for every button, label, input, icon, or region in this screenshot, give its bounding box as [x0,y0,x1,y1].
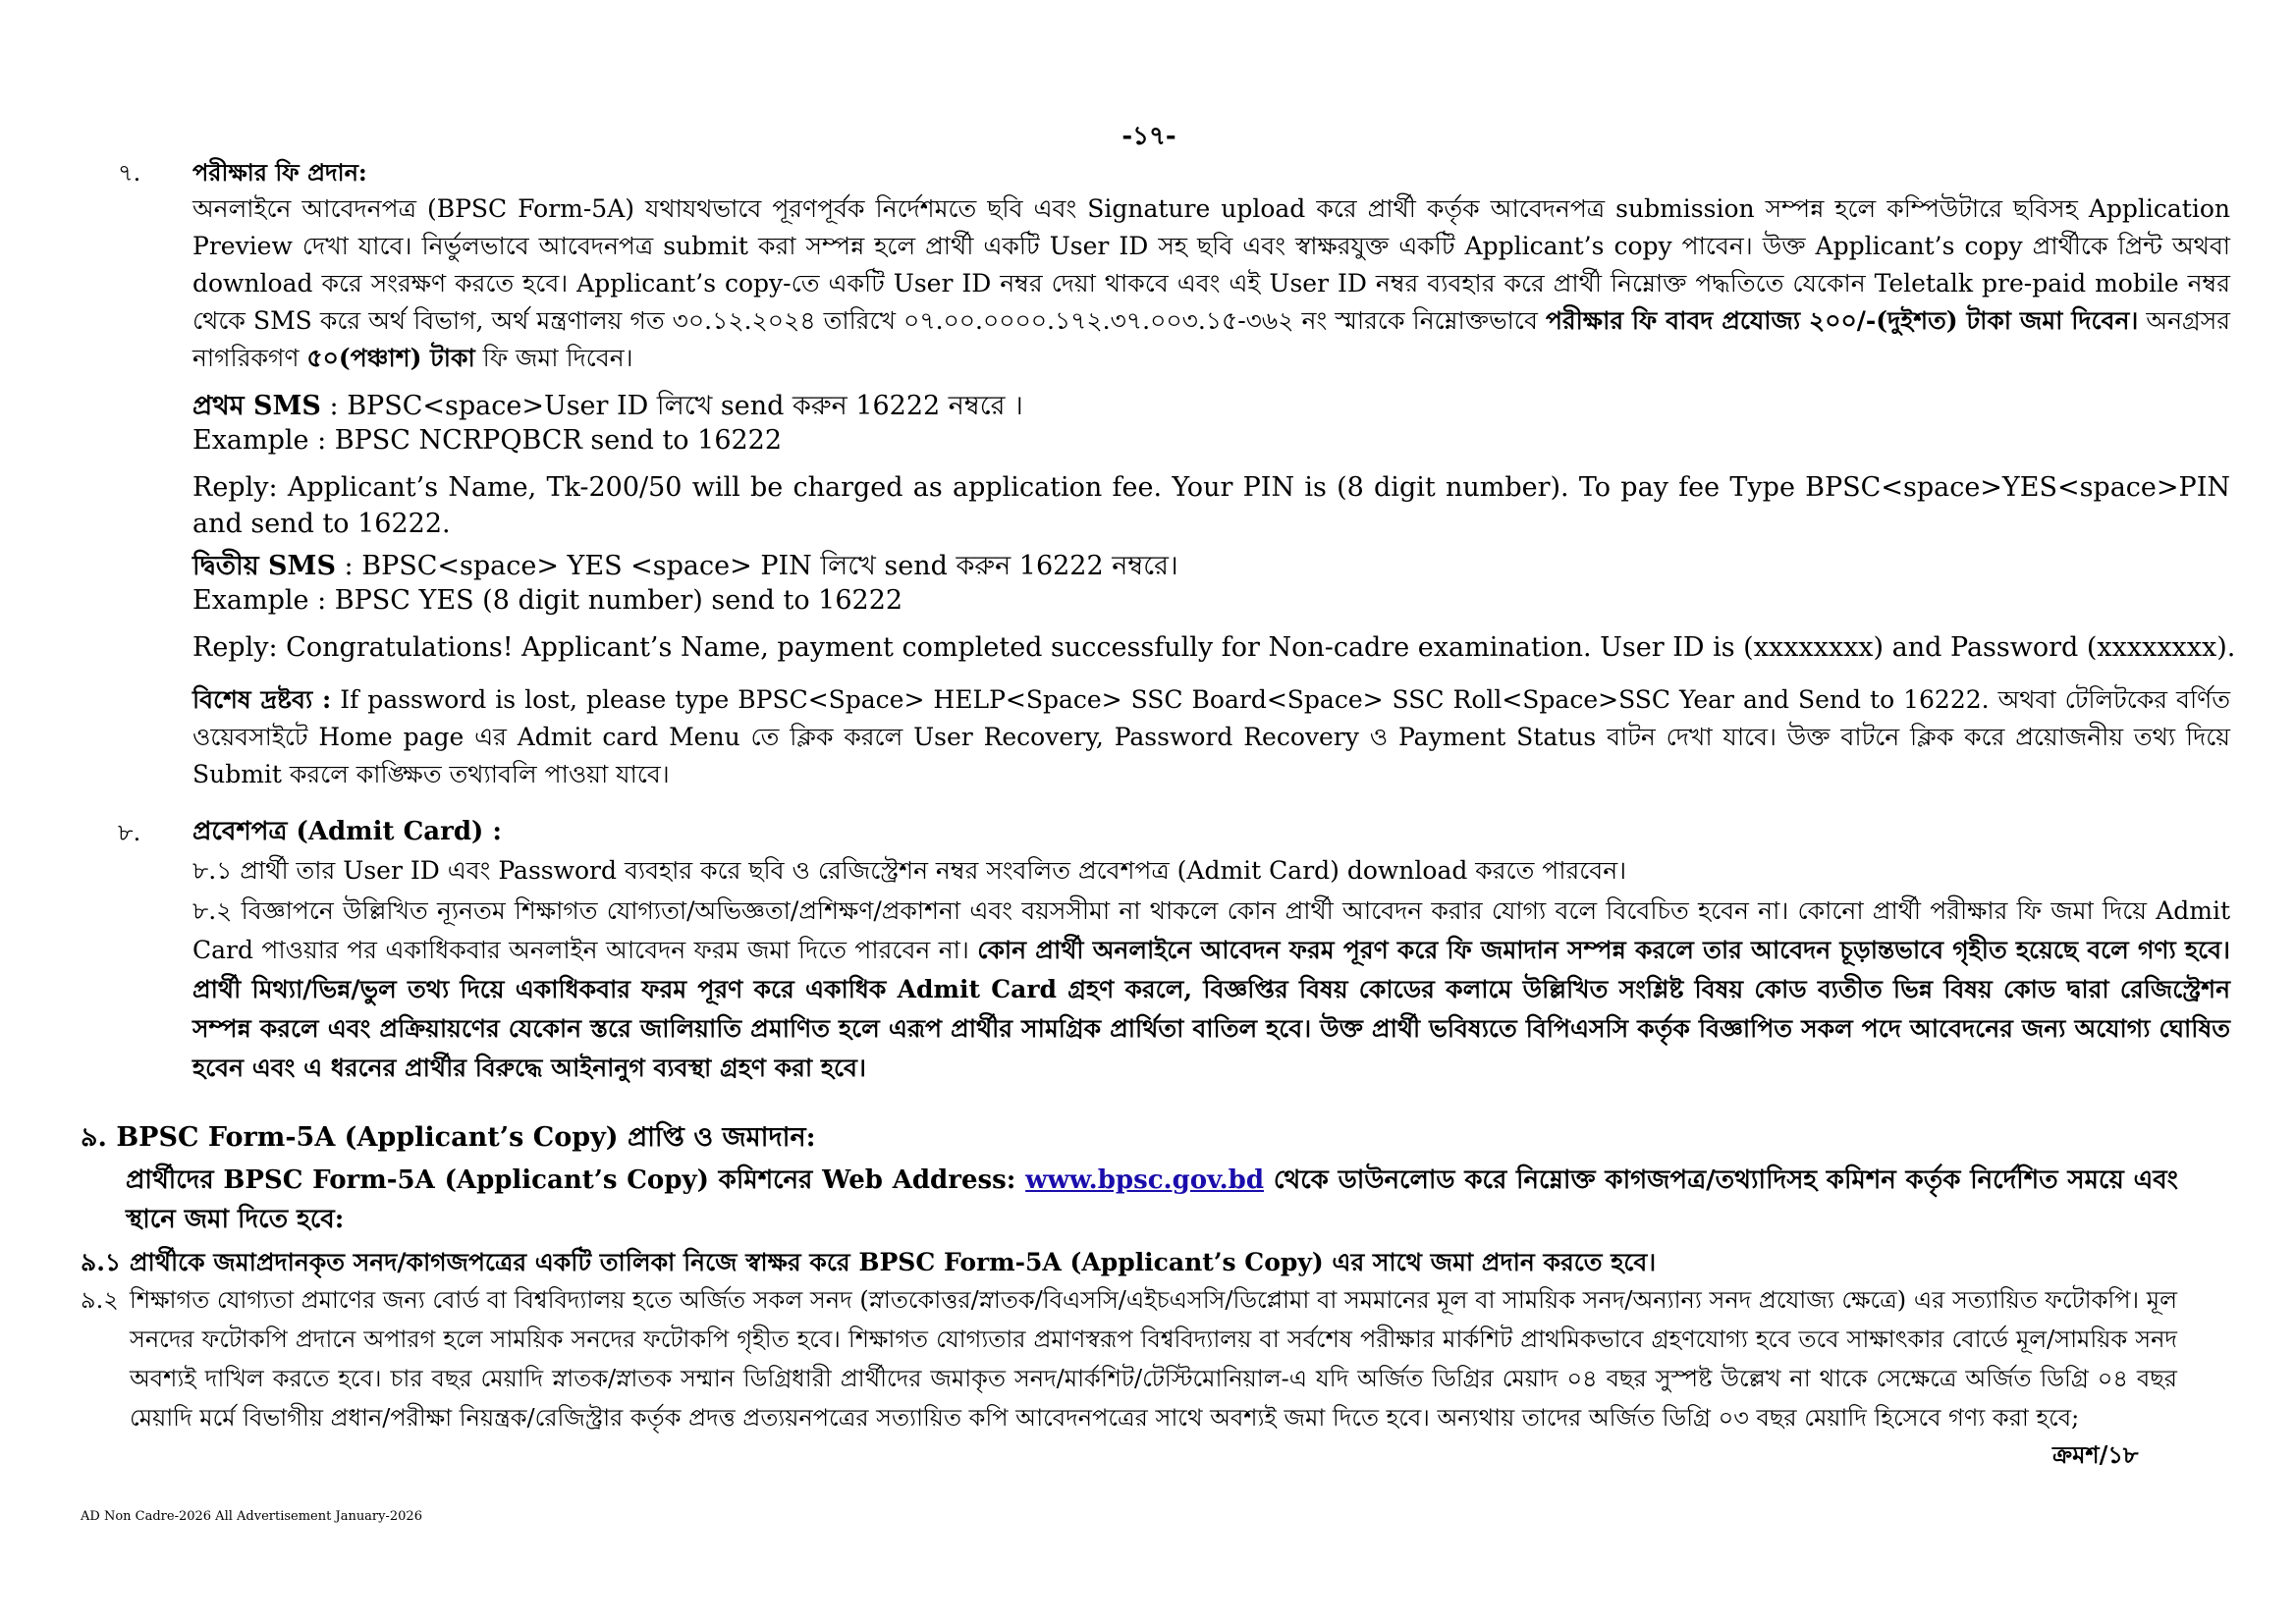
special-note [192,681,2230,793]
section-7-paragraph [192,190,2230,377]
sms2-line [192,546,1178,590]
sms1-line [192,386,1023,430]
reply1: Reply: Applicant’s Name, Tk-200/50 will be charged as application fee. Your PIN is (8 digit number). To pay fee Type BPSC<space>YES<space>PIN and send to 16222. [192,472,2230,539]
s8-p2-bold: কোন প্রার্থী অনলাইনে আবেদন ফরম পূরণ করে ফি জমাদান সম্পন্ন করলে তার আবেদন চূড়ান্তভাবে গৃহীত হয়েছে বলে গণ্য হবে। প্রার্থী মিথ্যা/ভিন্ন/ভুল তথ্য দিয়ে একাধিকবার ফরম পূরণ করে একাধিক Admit Card গ্রহণ করলে, বিজ্ঞপ্তির বিষয় কোডের কলামে উল্লিখিত সংশ্লিষ্ট বিষয় কোড ব্যতীত ভিন্ন বিষয় কোড দ্বারা রেজিস্ট্রেশন সম্পন্ন করলে এবং প্রক্রিয়ায়ণের যেকোন স্তরে জালিয়াতি প্রমাণিত হলে এরূপ প্রার্থীর সামগ্রিক প্রার্থিতা বাতিল হবে। উক্ত প্রার্থী ভবিষ্যতে বিপিএসসি কর্তৃক বিজ্ঞাপিত সকল পদে আবেদনের জন্য অযোগ্য ঘোষিত হবেন এবং এ ধরনের প্রার্থীর বিরুদ্ধে আইনানুগ ব্যবস্থা গ্রহণ করা হবে। [192,936,2230,1082]
note-text: If password is lost, please type BPSC<Space> HELP<Space> SSC Board<Space> SSC Roll<Space>SSC Year and Send to 16222. অথবা টেলিটকের বর্ণিত ওয়েবসাইটে Home page এর Admit card Menu তে ক্লিক করলে User Recovery, Password Recovery ও Payment Status বাটন দেখা যাবে। উক্ত বাটনে ক্লিক করে প্রয়োজনীয় তথ্য দিয়ে Submit করলে কাঙ্ক্ষিত তথ্যাবলি পাওয়া যাবে। [192,685,2230,788]
section-9-heading: ৯. BPSC Form-5A (Applicant’s Copy) প্রাপ্তি ও জমাদান: [81,1122,816,1153]
s9-intro [126,1161,2178,1239]
section-7-title: পরীক্ষার ফি প্রদান: [192,158,367,187]
s9-p2-number: ৯.২ [81,1286,119,1314]
section-8-title: প্রবেশপত্র (Admit Card) : [192,817,502,846]
s7-tail2: ফি জমা দিবেন। [482,344,633,372]
section-7-number: ৭. [118,159,141,187]
s7-para-text: অনলাইনে আবেদনপত্র (BPSC Form-5A) যথাযথভাবে পূরণপূর্বক নির্দেশমতে ছবি এবং Signature upload করে প্রার্থী কর্তৃক আবেদনপত্র submission সম্পন্ন হলে কম্পিউটারে ছবিসহ Application Preview দেখা যাবে। নির্ভুলভাবে আবেদনপত্র submit করা সম্পন্ন হলে প্রার্থী একটি User ID সহ ছবি এবং স্বাক্ষরযুক্ত একটি Applicant’s copy পাবেন। উক্ত Applicant’s copy প্রার্থীকে প্রিন্ট অথবা download করে সংরক্ষণ করতে হবে। Applicant’s copy-তে একটি User ID নম্বর দেয়া থাকবে এবং এই User ID নম্বর ব্যবহার করে প্রার্থী নিম্নোক্ত পদ্ধতিতে যেকোন Teletalk pre-paid mobile নম্বর থেকে SMS করে অর্থ বিভাগ, অর্থ মন্ত্রণালয় গত ৩০.১২.২০২৪ তারিখে ০৭.০০.০০০০.১৭২.৩৭.০০৩.১৫-৩৬২ নং স্মারকে নিম্নোক্তভাবে [192,194,2230,335]
bpsc-web-link[interactable]: www.bpsc.gov.bd [1025,1165,1265,1195]
s9-p2: শিক্ষাগত যোগ্যতা প্রমাণের জন্য বোর্ড বা বিশ্ববিদ্যালয় হতে অর্জিত সকল সনদ (স্নাতকোত্তর/স্নাতক/বিএসসি/এইচএসসি/ডিপ্লোমা বা সমমানের মূল বা সাময়িক সনদ/অন্যান্য সনদ প্রযোজ্য ক্ষেত্রে) এর সত্যায়িত ফটোকপি। মূল সনদের ফটোকপি প্রদানে অপারগ হলে সাময়িক সনদের ফটোকপি গৃহীত হবে। শিক্ষাগত যোগ্যতার প্রমাণস্বরূপ বিশ্ববিদ্যালয় বা সর্বশেষ পরীক্ষার মার্কশিট প্রাথমিকভাবে গ্রহণযোগ্য হবে তবে সাক্ষাৎকার বোর্ডে মূল/সাময়িক সনদ অবশ্যই দাখিল করতে হবে। চার বছর মেয়াদি স্নাতক/স্নাতক সম্মান ডিগ্রিধারী প্রার্থীদের জমাকৃত সনদ/মার্কশিট/টেস্টিমোনিয়াল-এ যদি অর্জিত ডিগ্রির মেয়াদ ০৪ বছর সুস্পষ্ট উল্লেখ না থাকে সেক্ষেত্রে অর্জিত ডিগ্রি ০৪ বছর মেয়াদি মর্মে বিভাগীয় প্রধান/পরীক্ষা নিয়ন্ত্রক/রেজিস্ট্রার কর্তৃক প্রদত্ত প্রত্যয়নপত্রের সত্যায়িত কপি আবেদনপত্রের সাথে অবশ্যই জমা দিতে হবে। অন্যথায় তাদের অর্জিত ডিগ্রি ০৩ বছর মেয়াদি হিসেবে গণ্য করা হবে; [130,1286,2177,1432]
s7-tail1: অনগ্রসর নাগরিকগণ [192,306,2230,372]
note-label: বিশেষ দ্রষ্টব্য : [192,685,332,714]
section-8-number: ৮. [118,819,141,846]
footer-note: AD Non Cadre-2026 All Advertisement January-2026 [81,1509,422,1524]
s8-p2-normal: ৮.২ বিজ্ঞাপনে উল্লিখিত ন্যূনতম শিক্ষাগত যোগ্যতা/অভিজ্ঞতা/প্রশিক্ষণ/প্রকাশনা এবং বয়সসীমা না থাকলে কোন প্রার্থী আবেদন করার যোগ্য বলে বিবেচিত হবেন না। কোনো প্রার্থী পরীক্ষার ফি জমা দিয়ে Admit Card পাওয়ার পর একাধিকবার অনলাইন আবেদন ফরম জমা দিতে পারবেন না। [192,896,2230,964]
example1: Example : BPSC NCRPQBCR send to 16222 [192,425,783,456]
reply2: Reply: Congratulations! Applicant’s Name, payment completed successfully for Non-cadre examination. User ID is (xxxxxxxx) and Password (xxxxxxxx). [192,632,2236,663]
sms2-text: : BPSC<space> YES <space> PIN লিখে send করুন 16222 নম্বরে। [344,551,1178,581]
s8-p1: ৮.১ প্রার্থী তার User ID এবং Password ব্যবহার করে ছবি ও রেজিস্ট্রেশন নম্বর সংবলিত প্রবেশপত্র (Admit Card) download করতে পারবেন। [192,856,1627,885]
s8-p2 [192,892,2230,1088]
s9-intro-a: প্রার্থীদের BPSC Form-5A (Applicant’s Copy) কমিশনের Web Address: [126,1165,1016,1195]
sms2-label: দ্বিতীয় SMS [192,551,336,581]
s7-fee-bold: পরীক্ষার ফি বাবদ প্রযোজ্য ২০০/-(দুইশত) টাকা জমা দিবেন। [1545,306,2139,335]
example2: Example : BPSC YES (8 digit number) send to 16222 [192,585,903,616]
s9-p1: ৯.১ প্রার্থীকে জমাপ্রদানকৃত সনদ/কাগজপত্রের একটি তালিকা নিজে স্বাক্ষর করে BPSC Form-5A (Applicant’s Copy) এর সাথে জমা প্রদান করতে হবে। [81,1248,1657,1276]
continued-marker: ক্রমশ/১৮ [2052,1440,2139,1469]
page-number: -১৭- [1121,122,1176,151]
s9-intro-b: থেকে ডাউনলোড করে নিম্নোক্ত কাগজপত্র/তথ্যাদিসহ কমিশন কর্তৃক নির্দেশিত সময়ে এবং স্থানে জমা দিতে হবে: [126,1165,2178,1234]
s7-fee-bold2: ৫০(পঞ্চাশ) টাকা [306,344,475,372]
sms1-text: : BPSC<space>User ID লিখে send করুন 16222 নম্বরে । [329,391,1023,421]
sms1-label: প্রথম SMS [192,391,321,421]
